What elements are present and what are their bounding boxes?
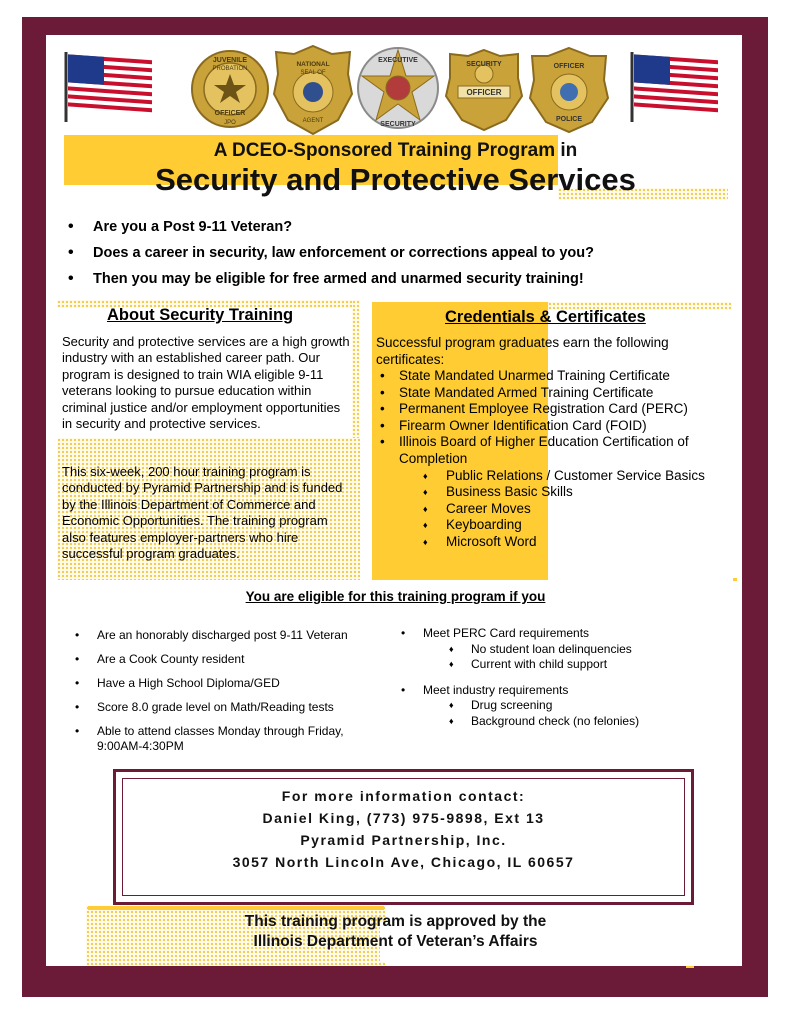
national-security-badge-icon (272, 44, 354, 136)
svg-text:OFFICER: OFFICER (466, 88, 502, 97)
program-subtitle: A DCEO-Sponsored Training Program in (213, 140, 578, 161)
eligibility-item-label: Meet PERC Card requirements (423, 626, 590, 640)
about-heading: About Security Training (107, 306, 294, 324)
credential-item: • State Mandated Unarmed Training Certificate (378, 368, 728, 385)
svg-text:PROBATION: PROBATION (212, 66, 248, 72)
contact-box (113, 769, 694, 905)
eligibility-item: • Have a High School Diploma/GED (75, 676, 375, 691)
eligibility-item-industry (401, 683, 711, 730)
corner-mark-2 (733, 578, 737, 581)
svg-text:JPO: JPO (224, 120, 236, 126)
program-title: Security and Protective Services (155, 162, 636, 197)
approval-highlight-top (88, 906, 384, 910)
about-paragraph-2: This six-week, 200 hour training program is conducted by Pyramid Partnership and is funded by the Illinois Department of Commerce and Economic Opportunities. The training program also features employer-partners who hire successful program graduates. (62, 464, 343, 562)
american-flag-right-icon (628, 50, 720, 122)
eligibility-right-list (401, 626, 711, 739)
credential-sub-item: ♦ Business Basic Skills (399, 484, 728, 501)
about-paragraph-1: Security and protective services are a high growth industry with an established career path. Our program is designed to train WIA eligible 9-11 veterans looking to pursue education within criminal justice and/or employment opportunities in security and protective services. (62, 334, 350, 432)
credential-sub-item: ♦ Microsoft Word (399, 534, 728, 551)
eligibility-heading: You are eligible for this training program if you (245, 589, 546, 604)
credential-sub-item: ♦ Career Moves (399, 501, 728, 518)
svg-text:OFFICER: OFFICER (553, 63, 585, 70)
credential-sub-item: ♦ Public Relations / Customer Service Basics (399, 468, 728, 485)
eligibility-sub-list (423, 642, 711, 673)
svg-text:JUVENILE: JUVENILE (212, 57, 248, 64)
eligibility-item: • Score 8.0 grade level on Math/Reading tests (75, 700, 375, 715)
american-flag-left-icon (62, 50, 154, 122)
credentials-list (378, 368, 728, 551)
eligibility-item: • Are a Cook County resident (75, 652, 375, 667)
credentials-intro: Successful program graduates earn the following certificates: (376, 335, 669, 367)
credential-item: • State Mandated Armed Training Certificate (378, 385, 728, 402)
credential-item: • Permanent Employee Registration Card (PERC) (378, 401, 728, 418)
svg-text:SECURITY: SECURITY (380, 121, 416, 128)
corner-mark (686, 966, 694, 968)
intro-bullet: • Does a career in security, law enforcement or corrections appeal to you? (68, 240, 594, 266)
contact-heading: For more information contact: (281, 788, 526, 804)
contact-person: Daniel King, (773) 975-9898, Ext 13 (262, 810, 545, 826)
svg-text:POLICE: POLICE (555, 116, 583, 123)
eligibility-item-perc (401, 626, 711, 673)
svg-text:SEAL OF: SEAL OF (300, 70, 326, 76)
intro-bullet: • Are you a Post 9-11 Veteran? (68, 214, 594, 240)
credential-sub-list (399, 468, 728, 551)
svg-text:SECURITY: SECURITY (466, 61, 502, 68)
intro-bullet: • Then you may be eligible for free armed and unarmed security training! (68, 266, 594, 292)
eligibility-item-label: Meet industry requirements (423, 682, 569, 697)
svg-text:OFFICER: OFFICER (214, 110, 246, 117)
about-dots-side (352, 300, 360, 440)
eligibility-sub-item: ♦ No student loan delinquencies (423, 642, 711, 658)
eligibility-sub-item: ♦ Current with child support (423, 657, 711, 673)
eligibility-item: • Are an honorably discharged post 9-11 Veteran (75, 628, 375, 643)
contact-address: 3057 North Lincoln Ave, Chicago, IL 60657 (232, 854, 575, 870)
juvenile-probation-badge-icon (190, 46, 270, 132)
approval-line-2: Illinois Department of Veteran’s Affairs (253, 933, 538, 950)
police-officer-badge-icon (528, 46, 610, 134)
credential-item-ibhe (378, 434, 728, 550)
executive-security-badge-icon (356, 42, 440, 134)
svg-text:AGENT: AGENT (302, 118, 324, 124)
credentials-heading: Credentials & Certificates (445, 308, 646, 326)
approval-line-1: This training program is approved by the (244, 913, 547, 930)
credential-sub-item: ♦ Keyboarding (399, 517, 728, 534)
eligibility-sub-list (423, 698, 711, 729)
svg-text:NATIONAL: NATIONAL (296, 61, 330, 68)
credential-item: • Firearm Owner Identification Card (FOID) (378, 418, 728, 435)
eligibility-left-list (75, 628, 375, 763)
security-officer-badge-icon (444, 48, 524, 132)
svg-text:EXECUTIVE: EXECUTIVE (378, 57, 418, 64)
eligibility-sub-item: ♦ Background check (no felonies) (423, 714, 711, 730)
intro-bullets (68, 214, 594, 292)
contact-organization: Pyramid Partnership, Inc. (300, 832, 507, 848)
credential-item-label: Illinois Board of Higher Education Certification of Completion (399, 434, 689, 466)
eligibility-sub-item: ♦ Drug screening (423, 698, 711, 714)
eligibility-item: • Able to attend classes Monday through Friday, 9:00AM-4:30PM (75, 724, 375, 754)
